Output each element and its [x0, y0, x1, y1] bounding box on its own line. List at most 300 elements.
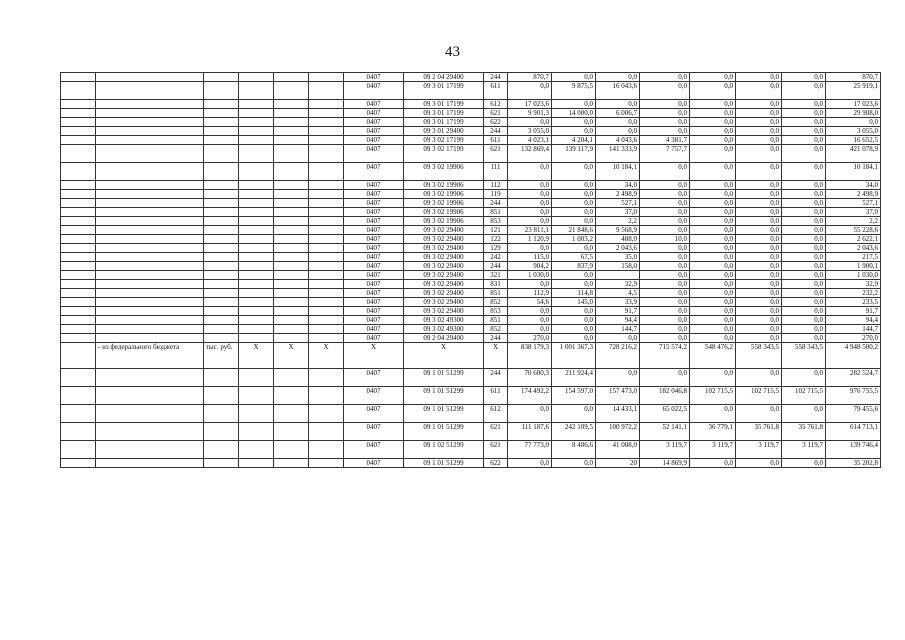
value-cell: 0,0: [736, 208, 782, 217]
section-code-cell: 0407: [344, 82, 404, 100]
table-cell: [274, 280, 309, 289]
value-cell: 0,0: [640, 325, 690, 334]
expense-type-cell: 119: [484, 190, 508, 199]
total-cell: 79 455,6: [826, 405, 881, 423]
target-article-cell: 09 3 02 29400: [404, 271, 484, 280]
value-cell: 0,0: [782, 118, 826, 127]
value-cell: 0,0: [736, 199, 782, 208]
value-cell: 2 043,6: [596, 244, 640, 253]
value-cell: 0,0: [690, 405, 736, 423]
value-cell: 0,0: [552, 271, 596, 280]
expense-type-cell: 622: [484, 459, 508, 468]
table-cell: [274, 199, 309, 208]
table-cell: [239, 459, 274, 468]
value-cell: 10,0: [640, 235, 690, 244]
table-cell: [61, 100, 96, 109]
value-cell: 0,0: [508, 280, 552, 289]
value-cell: 17 023,6: [508, 100, 552, 109]
table-cell: [96, 163, 204, 181]
target-article-cell: 09 1 01 51299: [404, 405, 484, 423]
table-cell: [96, 136, 204, 145]
value-cell: 0,0: [640, 100, 690, 109]
value-cell: 0,0: [782, 280, 826, 289]
value-cell: 0,0: [690, 280, 736, 289]
value-cell: 0,0: [690, 163, 736, 181]
table-cell: [274, 145, 309, 163]
section-code-cell: 0407: [344, 369, 404, 387]
expense-type-cell: 244: [484, 334, 508, 343]
value-cell: 9 568,9: [596, 226, 640, 235]
total-cell: 233,5: [826, 298, 881, 307]
total-cell: 282 524,7: [826, 369, 881, 387]
table-cell: [239, 441, 274, 459]
total-cell: 35 202,8: [826, 459, 881, 468]
expense-type-cell: 111: [484, 163, 508, 181]
table-row: [61, 145, 881, 163]
table-cell: [61, 217, 96, 226]
value-cell: 0,0: [736, 405, 782, 423]
table-cell: [96, 325, 204, 334]
value-cell: 0,0: [552, 280, 596, 289]
table-cell: [96, 226, 204, 235]
table-row: [61, 136, 881, 145]
value-cell: 54,6: [508, 298, 552, 307]
value-cell: 33,9: [596, 298, 640, 307]
value-cell: 488,0: [596, 235, 640, 244]
table-cell: [204, 423, 239, 441]
value-cell: 0,0: [782, 127, 826, 136]
value-cell: 0,0: [690, 226, 736, 235]
table-cell: [204, 316, 239, 325]
value-cell: 0,0: [736, 217, 782, 226]
value-cell: 10 184,1: [596, 163, 640, 181]
value-cell: 0,0: [782, 459, 826, 468]
value-cell: 0,0: [552, 307, 596, 316]
target-article-cell: 09 3 02 29400: [404, 226, 484, 235]
value-cell: 0,0: [736, 325, 782, 334]
section-code-cell: 0407: [344, 253, 404, 262]
table-row: [61, 271, 881, 280]
table-cell: [96, 405, 204, 423]
section-code-cell: 0407: [344, 262, 404, 271]
expense-type-cell: 244: [484, 262, 508, 271]
value-cell: 35 761,8: [782, 423, 826, 441]
section-code-cell: 0407: [344, 280, 404, 289]
value-cell: 0,0: [690, 271, 736, 280]
table-cell: [274, 82, 309, 100]
value-cell: 0,0: [690, 369, 736, 387]
value-cell: 0,0: [596, 118, 640, 127]
table-cell: [96, 280, 204, 289]
target-article-cell: 09 3 02 29400: [404, 289, 484, 298]
value-cell: 0,0: [640, 289, 690, 298]
table-row: [61, 109, 881, 118]
value-cell: 0,0: [552, 244, 596, 253]
table-row: [61, 190, 881, 199]
table-cell: [239, 298, 274, 307]
table-cell: [309, 190, 344, 199]
table-cell: [204, 73, 239, 82]
table-cell: [204, 253, 239, 262]
total-cell: 1 030,0: [826, 271, 881, 280]
value-cell: 0,0: [690, 109, 736, 118]
value-cell: 4 043,6: [596, 136, 640, 145]
federal-budget-row: [61, 343, 881, 369]
target-article-cell: 09 3 01 17199: [404, 118, 484, 127]
value-cell: 41 008,0: [596, 441, 640, 459]
table-row: [61, 334, 881, 343]
value-cell: 9 875,5: [552, 82, 596, 100]
value-cell: 14 869,9: [640, 459, 690, 468]
value-cell: 0,0: [640, 199, 690, 208]
value-cell: 0,0: [508, 316, 552, 325]
target-article-cell: 09 3 01 17199: [404, 109, 484, 118]
value-cell: 1 003,2: [552, 235, 596, 244]
value-cell: 0,0: [596, 369, 640, 387]
value-cell: 0,0: [552, 118, 596, 127]
table-row: [61, 307, 881, 316]
value-cell: 0,0: [552, 217, 596, 226]
table-cell: [96, 82, 204, 100]
value-cell: 0,0: [640, 82, 690, 100]
table-cell: [96, 253, 204, 262]
value-cell: 0,0: [782, 109, 826, 118]
table-cell: [309, 235, 344, 244]
expense-type-cell: 622: [484, 118, 508, 127]
section-code-cell: 0407: [344, 405, 404, 423]
expense-type-cell: 851: [484, 289, 508, 298]
table-cell: [239, 118, 274, 127]
value-cell: 548 476,2: [690, 343, 736, 369]
table-cell: [204, 289, 239, 298]
value-cell: 70 600,3: [508, 369, 552, 387]
value-cell: 0,0: [640, 253, 690, 262]
value-cell: 0,0: [690, 145, 736, 163]
table-cell: [96, 181, 204, 190]
value-cell: 0,0: [640, 280, 690, 289]
total-cell: 0,0: [826, 118, 881, 127]
section-code-cell: 0407: [344, 199, 404, 208]
total-cell: 29 908,0: [826, 109, 881, 118]
x-mark: X: [309, 343, 344, 369]
value-cell: 0,0: [736, 271, 782, 280]
table-cell: [274, 459, 309, 468]
expense-type-cell: 853: [484, 217, 508, 226]
table-cell: [204, 459, 239, 468]
value-cell: 3 119,7: [690, 441, 736, 459]
value-cell: 0,0: [508, 118, 552, 127]
value-cell: 67,5: [552, 253, 596, 262]
target-article-cell: 09 3 02 19906: [404, 199, 484, 208]
table-cell: [61, 334, 96, 343]
value-cell: 94,4: [596, 316, 640, 325]
table-cell: [274, 271, 309, 280]
table-cell: [61, 262, 96, 271]
table-cell: [204, 217, 239, 226]
table-cell: [61, 181, 96, 190]
table-cell: [309, 226, 344, 235]
value-cell: 0,0: [690, 298, 736, 307]
target-article-cell: 09 3 02 17199: [404, 136, 484, 145]
expense-type-cell: 853: [484, 307, 508, 316]
value-cell: 0,0: [508, 325, 552, 334]
section-code-cell: 0407: [344, 316, 404, 325]
table-cell: [61, 82, 96, 100]
table-cell: [61, 387, 96, 405]
table-cell: [239, 136, 274, 145]
value-cell: 0,0: [782, 325, 826, 334]
table-cell: [274, 163, 309, 181]
value-cell: [596, 271, 640, 280]
value-cell: 0,0: [690, 181, 736, 190]
target-article-cell: 09 1 01 51299: [404, 459, 484, 468]
table-cell: [274, 405, 309, 423]
total-cell: 270,0: [826, 334, 881, 343]
table-cell: [96, 459, 204, 468]
table-row: [61, 262, 881, 271]
table-cell: [309, 163, 344, 181]
value-cell: 1 001 367,3: [552, 343, 596, 369]
target-article-cell: 09 3 02 19906: [404, 163, 484, 181]
table-cell: [309, 73, 344, 82]
table-row: [61, 181, 881, 190]
table-row: [61, 387, 881, 405]
value-cell: 0,0: [782, 289, 826, 298]
value-cell: 141 333,9: [596, 145, 640, 163]
value-cell: 102 715,5: [736, 387, 782, 405]
table-cell: [274, 369, 309, 387]
value-cell: 35,0: [596, 253, 640, 262]
value-cell: 0,0: [736, 226, 782, 235]
value-cell: 0,0: [736, 369, 782, 387]
value-cell: 0,0: [690, 235, 736, 244]
table-cell: [309, 441, 344, 459]
table-cell: [61, 253, 96, 262]
expense-type-cell: 621: [484, 423, 508, 441]
value-cell: 37,0: [596, 208, 640, 217]
expense-type-cell: 621: [484, 441, 508, 459]
section-code-cell: 0407: [344, 100, 404, 109]
x-mark: X: [274, 343, 309, 369]
table-cell: [309, 262, 344, 271]
table-cell: [309, 100, 344, 109]
section-code-cell: 0407: [344, 423, 404, 441]
value-cell: 0,0: [508, 181, 552, 190]
expense-type-cell: 321: [484, 271, 508, 280]
total-cell: 144,7: [826, 325, 881, 334]
value-cell: 0,0: [736, 235, 782, 244]
section-code-cell: 0407: [344, 235, 404, 244]
value-cell: 0,0: [782, 217, 826, 226]
section-code-cell: 0407: [344, 190, 404, 199]
value-cell: 35 761,8: [736, 423, 782, 441]
expense-type-cell: 242: [484, 253, 508, 262]
value-cell: 0,0: [690, 289, 736, 298]
target-article-cell: 09 3 02 29400: [404, 307, 484, 316]
table-cell: [96, 307, 204, 316]
table-cell: [309, 334, 344, 343]
table-cell: [204, 271, 239, 280]
value-cell: 715 574,2: [640, 343, 690, 369]
total-cell: 2 622,1: [826, 235, 881, 244]
value-cell: 0,0: [736, 181, 782, 190]
table-row: [61, 244, 881, 253]
value-cell: 0,0: [782, 271, 826, 280]
value-cell: 114,8: [552, 289, 596, 298]
table-cell: [239, 235, 274, 244]
value-cell: 0,0: [508, 405, 552, 423]
table-cell: [96, 244, 204, 253]
table-cell: [61, 316, 96, 325]
table-cell: [309, 289, 344, 298]
table-cell: [274, 441, 309, 459]
target-article-cell: 09 3 02 19906: [404, 181, 484, 190]
table-cell: [274, 316, 309, 325]
table-cell: [309, 307, 344, 316]
value-cell: 0,0: [736, 253, 782, 262]
value-cell: 0,0: [552, 199, 596, 208]
table-cell: [274, 109, 309, 118]
expense-type-cell: 612: [484, 100, 508, 109]
value-cell: 0,0: [690, 208, 736, 217]
table-cell: [274, 226, 309, 235]
section-code-cell: 0407: [344, 307, 404, 316]
table-row: [61, 280, 881, 289]
value-cell: 0,0: [782, 136, 826, 145]
table-row: [61, 289, 881, 298]
expense-type-cell: 851: [484, 316, 508, 325]
table-cell: [61, 307, 96, 316]
table-cell: [96, 145, 204, 163]
value-cell: 144,7: [596, 325, 640, 334]
table-cell: [239, 100, 274, 109]
table-cell: [96, 387, 204, 405]
value-cell: 0,0: [690, 244, 736, 253]
value-cell: 115,0: [508, 253, 552, 262]
table-row: [61, 405, 881, 423]
table-cell: [204, 441, 239, 459]
table-cell: [239, 405, 274, 423]
value-cell: 1 030,0: [508, 271, 552, 280]
section-code-cell: 0407: [344, 325, 404, 334]
total-cell: 94,4: [826, 316, 881, 325]
value-cell: 0,0: [508, 82, 552, 100]
federal-budget-section: [61, 343, 881, 369]
value-cell: 36 779,1: [690, 423, 736, 441]
value-cell: 0,0: [736, 280, 782, 289]
table-cell: [239, 280, 274, 289]
table-cell: [274, 190, 309, 199]
table-cell: [239, 325, 274, 334]
section-code-cell: 0407: [344, 226, 404, 235]
section-code-cell: 0407: [344, 298, 404, 307]
value-cell: 0,0: [596, 100, 640, 109]
value-cell: 182 046,8: [640, 387, 690, 405]
table-cell: [61, 190, 96, 199]
table-cell: [239, 423, 274, 441]
table-cell: [274, 73, 309, 82]
section-code-cell: 0407: [344, 127, 404, 136]
value-cell: 0,0: [690, 316, 736, 325]
value-cell: 4 023,1: [508, 136, 552, 145]
value-cell: 0,0: [690, 325, 736, 334]
table-body-bottom: [61, 369, 881, 468]
value-cell: 0,0: [736, 82, 782, 100]
value-cell: 211 924,4: [552, 369, 596, 387]
value-cell: 0,0: [782, 369, 826, 387]
table-cell: [204, 82, 239, 100]
table-row: [61, 163, 881, 181]
value-cell: 0,0: [552, 73, 596, 82]
value-cell: 870,7: [508, 73, 552, 82]
value-cell: 65 022,5: [640, 405, 690, 423]
table-cell: [204, 280, 239, 289]
value-cell: 0,0: [736, 298, 782, 307]
table-cell: [274, 217, 309, 226]
value-cell: 838 179,3: [508, 343, 552, 369]
table-cell: [204, 405, 239, 423]
expense-type-cell: 244: [484, 73, 508, 82]
table-cell: [96, 127, 204, 136]
table-cell: [204, 199, 239, 208]
value-cell: 3 055,0: [508, 127, 552, 136]
value-cell: 0,0: [508, 459, 552, 468]
total-cell: 421 078,9: [826, 145, 881, 163]
table-cell: [204, 100, 239, 109]
table-cell: [309, 423, 344, 441]
value-cell: 100 972,2: [596, 423, 640, 441]
value-cell: 0,0: [552, 163, 596, 181]
value-cell: 0,0: [782, 145, 826, 163]
target-article-cell: 09 3 01 17199: [404, 82, 484, 100]
table-cell: [309, 181, 344, 190]
table-cell: [204, 244, 239, 253]
table-cell: [204, 226, 239, 235]
value-cell: 0,0: [736, 136, 782, 145]
table-cell: [204, 235, 239, 244]
table-cell: [274, 289, 309, 298]
value-cell: 270,0: [508, 334, 552, 343]
table-cell: [309, 253, 344, 262]
target-article-cell: 09 3 02 19906: [404, 208, 484, 217]
table-row: [61, 199, 881, 208]
value-cell: 0,0: [640, 271, 690, 280]
total-cell: 527,1: [826, 199, 881, 208]
target-article-cell: 09 1 02 51299: [404, 441, 484, 459]
section-code-cell: 0407: [344, 118, 404, 127]
table-cell: [274, 235, 309, 244]
value-cell: 0,0: [640, 262, 690, 271]
total-cell: 3 055,0: [826, 127, 881, 136]
table-cell: [239, 334, 274, 343]
value-cell: 0,0: [690, 334, 736, 343]
table-row: [61, 235, 881, 244]
value-cell: 242 109,5: [552, 423, 596, 441]
federal-budget-label: - из федерального бюджета: [96, 343, 204, 369]
table-cell: [96, 235, 204, 244]
target-article-cell: 09 3 02 29400: [404, 262, 484, 271]
value-cell: 21 848,6: [552, 226, 596, 235]
table-row: [61, 423, 881, 441]
value-cell: 0,0: [736, 459, 782, 468]
table-cell: [239, 369, 274, 387]
total-cell: 16 652,5: [826, 136, 881, 145]
total-cell: 2 498,9: [826, 190, 881, 199]
expense-type-cell: 621: [484, 145, 508, 163]
value-cell: 728 216,2: [596, 343, 640, 369]
value-cell: 3 119,7: [736, 441, 782, 459]
expense-type-cell: 244: [484, 127, 508, 136]
